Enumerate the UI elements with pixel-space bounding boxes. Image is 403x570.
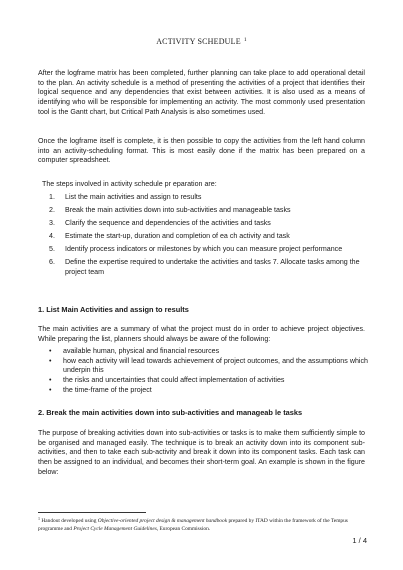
step-number: 1. — [49, 193, 55, 201]
section-heading-1: 1. List Main Activities and assign to results — [38, 305, 189, 314]
footnote-text-c: , European Commission. — [156, 526, 211, 533]
list-item — [38, 245, 368, 255]
bullet-icon: • — [49, 347, 52, 355]
list-item — [38, 357, 368, 376]
list-item — [38, 206, 368, 216]
footnote-text-a: Handout developed using — [40, 518, 98, 524]
document-title — [0, 37, 403, 46]
page-number: 1 / 4 — [352, 536, 367, 545]
footnote — [38, 515, 368, 533]
step-text: Break the main activities down into sub-activities and manageable tasks — [65, 206, 291, 215]
bullet-text: available human, physical and financial resources — [63, 347, 220, 355]
step-text: Clarify the sequence and dependencies of the activities and tasks — [65, 219, 271, 228]
bullet-icon: • — [49, 386, 52, 395]
footnote-source-title: Objective-oriented project design & management handbook — [97, 518, 228, 524]
footnote-text-b: prepared by ITAD within the framework of the Tempus programme and — [38, 518, 348, 533]
considerations-list — [38, 347, 368, 396]
list-item — [38, 219, 368, 229]
bullet-icon: • — [49, 357, 52, 365]
step-text: List the main activities and assign to results — [65, 193, 202, 201]
list-item — [38, 386, 368, 395]
steps-list — [38, 193, 368, 281]
paragraph-logframe: Once the logframe itself is complete, it is then possible to copy the activities from the left hand column into an activity-scheduling format. This is most easily done if the matrix has been prepared on a computer spreadsheet. — [38, 137, 365, 165]
step-text: Identify process indicators or milestones by which you can measure project performance — [65, 245, 343, 254]
footnote-guidelines-title: Project Cycle Management Guidelines — [73, 526, 157, 533]
step-text: Define the expertise required to undertake the activities and tasks 7. Allocate tasks among the project team — [65, 258, 360, 277]
bullet-text: how each activity will lead towards achievement of project outcomes, and the assumptions which underpin this — [63, 357, 368, 375]
footnote-divider — [38, 512, 146, 513]
footnote-marker: 1 — [38, 516, 40, 521]
step-number: 4. — [49, 232, 55, 241]
list-item — [38, 347, 368, 356]
paragraph-breakdown: The purpose of breaking activities down into sub-activities or tasks is to make them sufficiently simple to be organised and managed easily. The technique is to break an activity down into its component sub-activities, and then to take each sub-activity and break it down into its component tasks. Each task can then be assigned to an individual, and becomes their short-term goal. An example is shown in the figure below: — [38, 429, 365, 476]
list-item — [38, 376, 368, 385]
steps-intro: The steps involved in activity schedule pr eparation are: — [42, 180, 217, 188]
step-number: 5. — [49, 245, 55, 254]
title-footnote-marker[interactable]: 1 — [243, 37, 247, 43]
list-item — [38, 232, 368, 242]
step-text: Estimate the start-up, duration and completion of ea ch activity and task — [65, 232, 290, 241]
bullet-text: the risks and uncertainties that could affect implementation of activities — [63, 376, 285, 385]
title-text: ACTIVITY SCHEDULE — [156, 37, 241, 46]
list-item — [38, 258, 368, 277]
step-number: 3. — [49, 219, 55, 228]
section-heading-2: 2. Break the main activities down into sub-activities and manageab le tasks — [38, 408, 303, 417]
bullet-text: the time-frame of the project — [63, 386, 152, 395]
bullet-icon: • — [49, 376, 52, 385]
paragraph-intro: After the logframe matrix has been completed, further planning can take place to add operational detail to the plan. An activity schedule is a method of presenting the activities of a project that identifies their logical sequence and any dependencies that exist between activities. It is also used as a means of identifying who will be responsible for implementing an activity. The most commonly used presentation tool is the Gantt chart, but Critical Path Analysis is also sometimes used. — [38, 69, 365, 116]
paragraph-main-activities: The main activities are a summary of what the project must do in order to achieve project objectives. While preparing the list, planners should always be aware of the following: — [38, 325, 365, 343]
step-number: 2. — [49, 206, 55, 215]
step-number: 6. — [49, 258, 55, 267]
list-item — [38, 193, 368, 203]
